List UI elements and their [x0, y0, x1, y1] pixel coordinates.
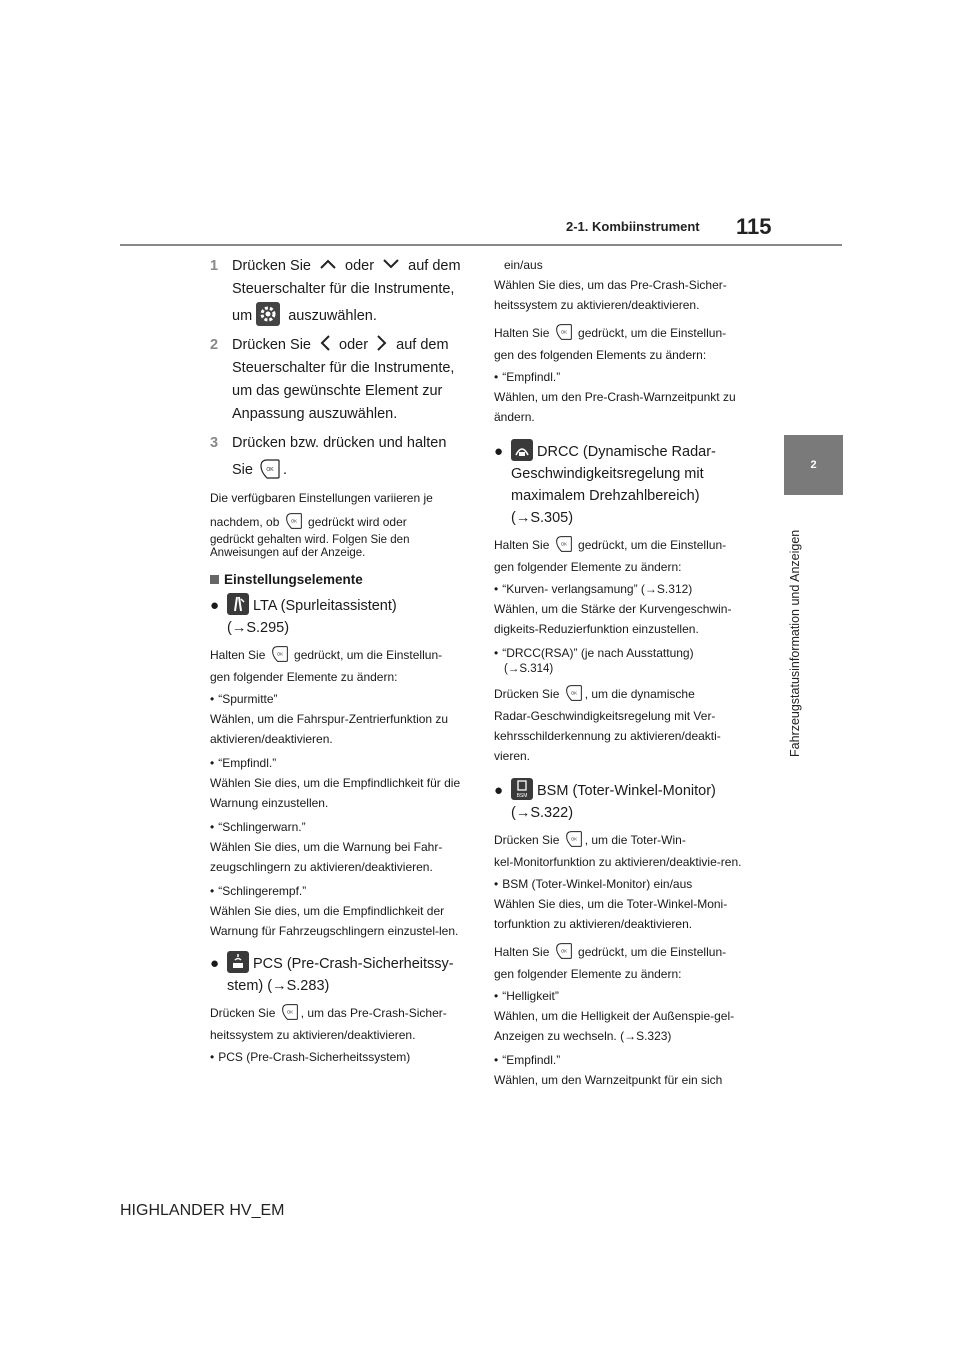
list-item-desc: Wählen Sie dies, um die Toter-Winkel-Moni-torfunktion zu aktivieren/deaktivieren.	[494, 897, 728, 931]
list-item-desc: Wählen, um den Warnzeitpunkt für ein sich	[494, 1073, 723, 1087]
chapter-label	[788, 505, 806, 765]
ok-button-icon	[281, 1003, 299, 1021]
list-item: • “Empfindl.”	[210, 756, 277, 770]
chevron-left-icon	[319, 334, 331, 352]
step-number: 1	[210, 258, 219, 274]
list-item: • “Empfindl.”	[494, 370, 561, 384]
list-item-desc: Wählen Sie dies, um die Empfindlichkeit der Warnung für Fahrzeugschlingern einzustel-len.	[210, 904, 459, 938]
bsm-hold: Halten Sie OK gedrückt, um die Einstellun-	[494, 942, 756, 962]
feature-ref: (→S.295)	[227, 620, 290, 636]
note-line: gedrückt gehalten wird. Folgen Sie den Anweisungen auf der Anzeige.	[210, 534, 410, 559]
right-column	[494, 255, 756, 1090]
pcs-press: Drücken Sie OK , um das Pre-Crash-Sicher-	[210, 1003, 472, 1023]
chapter-number: 2	[810, 459, 817, 471]
feature-title: DRCC (Dynamische Radar-Geschwindigkeitsregelung mit maximalem Drehzahlbereich)	[511, 444, 716, 504]
lta-hold-cont: gen folgender Elemente zu ändern:	[210, 670, 398, 684]
list-item: • “Schlingerempf.”	[210, 884, 307, 898]
bullet-icon: ●	[494, 782, 504, 799]
pre-crash-icon	[227, 951, 249, 973]
footer-model: HIGHLANDER HV_EM	[120, 1202, 285, 1219]
step-text: auf dem Steuerschalter für die Instrumente, um das gewünschte Element zur Anpassung auszuwählen.	[232, 337, 455, 422]
list-item: • PCS (Pre-Crash-Sicherheitssystem)	[210, 1050, 411, 1064]
bullet-icon: ●	[210, 597, 220, 614]
svg-text:OK: OK	[570, 690, 577, 696]
settings-heading: Einstellungselemente	[210, 572, 472, 587]
bsm-hold-cont: gen folgender Elemente zu ändern:	[494, 967, 682, 981]
drcc-press: Drücken Sie OK , um die dynamische	[494, 684, 756, 704]
ok-button-icon	[271, 645, 289, 663]
list-item: • “Empfindl.”	[494, 1053, 561, 1067]
step-text: Drücken Sie	[232, 258, 316, 274]
ok-button-icon	[555, 535, 573, 553]
chapter-label-text: Fahrzeugstatusinformation und Anzeigen	[788, 529, 802, 757]
step-text: oder	[341, 258, 379, 274]
svg-text:OK: OK	[276, 651, 283, 657]
ok-button-icon	[565, 684, 583, 702]
step-number: 2	[210, 337, 219, 353]
step-text: oder	[335, 337, 373, 353]
feature-drcc	[494, 441, 756, 529]
list-item-desc: Wählen Sie dies, um die Empfindlichkeit für die Warnung einzustellen.	[210, 776, 461, 810]
chevron-down-icon	[382, 258, 400, 270]
note-line: Die verfügbaren Einstellungen variieren je	[210, 491, 433, 505]
step-text: Drücken Sie	[232, 337, 316, 353]
feature-pcs	[210, 953, 472, 997]
drcc-press-cont: Radar-Geschwindigkeitsregelung mit Ver-kehrsschilderkennung zu aktivieren/deakti-vieren.	[494, 709, 721, 763]
list-item: • “Spurmitte”	[210, 692, 278, 706]
lta-hold: Halten Sie OK gedrückt, um die Einstellun-	[210, 645, 472, 665]
page-number: 115	[736, 214, 772, 239]
pcs-hold: Halten Sie OK gedrückt, um die Einstellun-	[494, 323, 756, 343]
ok-button-icon	[565, 830, 583, 848]
svg-text:OK: OK	[570, 836, 577, 842]
pcs-hold-cont: gen des folgenden Elements zu ändern:	[494, 348, 707, 362]
step-text: auf dem Steuerschalter für die Instrumente,	[232, 258, 461, 297]
svg-text:OK: OK	[290, 518, 297, 524]
radar-cruise-icon	[511, 439, 533, 461]
drcc-hold-cont: gen folgender Elemente zu ändern:	[494, 560, 682, 574]
feature-title: LTA (Spurleitassistent)	[253, 598, 397, 614]
list-item-desc: Wählen Sie dies, um die Warnung bei Fahr-zeugschlingern zu aktivieren/deaktivieren.	[210, 840, 443, 874]
feature-title: BSM (Toter-Winkel-Monitor)	[537, 783, 716, 799]
gear-icon	[256, 302, 280, 326]
step-1	[210, 255, 472, 328]
svg-text:OK: OK	[560, 329, 567, 335]
svg-text:OK: OK	[266, 466, 274, 473]
step-text: um	[232, 308, 257, 324]
list-item-cont: ein/aus	[504, 258, 543, 272]
svg-text:OK: OK	[560, 541, 567, 547]
feature-bsm	[494, 780, 756, 824]
section-title: 2-1. Kombiinstrument	[566, 219, 700, 234]
list-item: • “Helligkeit”	[494, 989, 559, 1003]
square-bullet-icon	[210, 575, 219, 584]
drcc-hold: Halten Sie OK gedrückt, um die Einstellun-	[494, 535, 756, 555]
header-rule	[120, 244, 842, 246]
feature-ref: (→S.283)	[267, 978, 330, 994]
svg-text:BSM: BSM	[516, 793, 528, 800]
step-text: auszuwählen.	[284, 308, 377, 324]
ok-button-icon	[285, 512, 303, 530]
bullet-icon: ●	[210, 955, 220, 972]
list-item: • “Schlingerwarn.”	[210, 820, 306, 834]
step-2	[210, 334, 472, 426]
chevron-right-icon	[376, 334, 388, 352]
feature-ref: (→S.322)	[511, 805, 574, 821]
ok-button-icon	[555, 942, 573, 960]
svg-text:OK: OK	[286, 1009, 293, 1015]
list-item: • BSM (Toter-Winkel-Monitor) ein/aus	[494, 877, 693, 891]
list-item-desc: Wählen, um die Fahrspur-Zentrierfunktion zu aktivieren/deaktivieren.	[210, 712, 449, 746]
bsm-press-cont: kel-Monitorfunktion zu aktivieren/deaktivie-ren.	[494, 855, 742, 869]
svg-text:OK: OK	[560, 948, 567, 954]
step-text: Drücken bzw. drücken und halten	[232, 435, 447, 451]
ok-button-icon	[555, 323, 573, 341]
list-item-desc: Wählen, um den Pre-Crash-Warnzeitpunkt zu ändern.	[494, 390, 736, 424]
feature-ref: (→S.305)	[511, 510, 574, 526]
list-item: • “DRCC(RSA)” (je nach Ausstattung)	[494, 646, 694, 660]
lane-assist-icon	[227, 593, 249, 615]
step-3	[210, 432, 472, 482]
ok-button-icon	[259, 458, 281, 480]
feature-lta	[210, 595, 472, 639]
note-line: nachdem, ob OK gedrückt wird oder	[210, 512, 472, 532]
list-item-ref: (→S.314)	[504, 663, 554, 675]
chapter-tab	[784, 435, 843, 495]
list-item-desc: Wählen, um die Stärke der Kurvengeschwin-digkeits-Reduzierfunktion einzustellen.	[494, 602, 732, 636]
list-item-desc: Wählen Sie dies, um das Pre-Crash-Sicher-heitssystem zu aktivieren/deaktivieren.	[494, 278, 727, 312]
feature-title: PCS (Pre-Crash-Sicherheitssy-stem)	[227, 956, 454, 994]
step-text: .	[283, 462, 288, 478]
chevron-up-icon	[319, 258, 337, 270]
list-item-desc: Wählen, um die Helligkeit der Außenspie-gel-Anzeigen zu wechseln. (→S.323)	[494, 1009, 735, 1043]
pcs-press-cont: heitssystem zu aktivieren/deaktivieren.	[210, 1028, 416, 1042]
step-text: Sie	[232, 462, 257, 478]
bullet-icon: ●	[494, 443, 504, 460]
step-number: 3	[210, 435, 219, 451]
list-item: • “Kurven- verlangsamung” (→S.312)	[494, 582, 693, 596]
left-column	[210, 255, 472, 1067]
blind-spot-monitor-icon	[511, 778, 533, 800]
bsm-press: Drücken Sie OK , um die Toter-Win-	[494, 830, 756, 850]
